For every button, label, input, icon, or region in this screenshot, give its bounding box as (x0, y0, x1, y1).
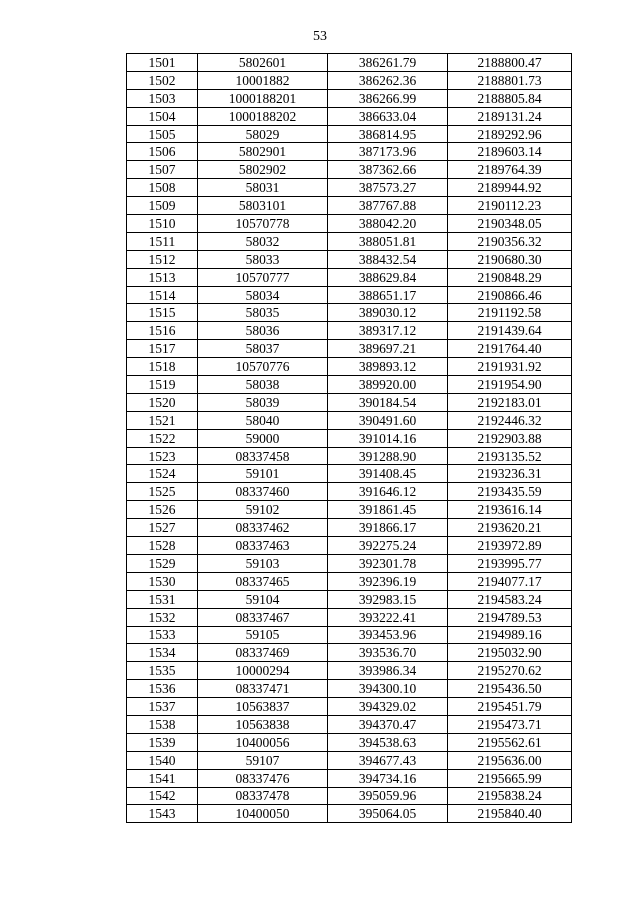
point-id-cell: 10400056 (198, 733, 328, 751)
point-id-cell: 58036 (198, 322, 328, 340)
row-number-cell: 1509 (127, 197, 198, 215)
row-number-cell: 1507 (127, 161, 198, 179)
point-id-cell: 08337465 (198, 572, 328, 590)
x-coordinate-cell: 389030.12 (328, 304, 448, 322)
row-number-cell: 1520 (127, 393, 198, 411)
table-row (127, 608, 572, 626)
x-coordinate-cell: 386266.99 (328, 89, 448, 107)
y-coordinate-cell: 2194077.17 (448, 572, 572, 590)
point-id-cell: 10001882 (198, 71, 328, 89)
x-coordinate-cell: 390184.54 (328, 393, 448, 411)
table-row (127, 286, 572, 304)
table-row (127, 680, 572, 698)
row-number-cell: 1511 (127, 232, 198, 250)
row-number-cell: 1519 (127, 376, 198, 394)
table-row (127, 769, 572, 787)
y-coordinate-cell: 2194583.24 (448, 590, 572, 608)
x-coordinate-cell: 395059.96 (328, 787, 448, 805)
row-number-cell: 1516 (127, 322, 198, 340)
x-coordinate-cell: 394677.43 (328, 751, 448, 769)
row-number-cell: 1527 (127, 519, 198, 537)
table-row (127, 554, 572, 572)
x-coordinate-cell: 394734.16 (328, 769, 448, 787)
y-coordinate-cell: 2195562.61 (448, 733, 572, 751)
point-id-cell: 08337469 (198, 644, 328, 662)
x-coordinate-cell: 388651.17 (328, 286, 448, 304)
x-coordinate-cell: 387173.96 (328, 143, 448, 161)
y-coordinate-cell: 2188801.73 (448, 71, 572, 89)
table-row (127, 411, 572, 429)
y-coordinate-cell: 2195840.40 (448, 805, 572, 823)
x-coordinate-cell: 388051.81 (328, 232, 448, 250)
table-row (127, 662, 572, 680)
row-number-cell: 1525 (127, 483, 198, 501)
point-id-cell: 1000188202 (198, 107, 328, 125)
x-coordinate-cell: 389697.21 (328, 340, 448, 358)
row-number-cell: 1506 (127, 143, 198, 161)
row-number-cell: 1531 (127, 590, 198, 608)
point-id-cell: 58040 (198, 411, 328, 429)
y-coordinate-cell: 2189292.96 (448, 125, 572, 143)
x-coordinate-cell: 393536.70 (328, 644, 448, 662)
point-id-cell: 08337467 (198, 608, 328, 626)
row-number-cell: 1524 (127, 465, 198, 483)
table-row (127, 215, 572, 233)
y-coordinate-cell: 2190356.32 (448, 232, 572, 250)
x-coordinate-cell: 392396.19 (328, 572, 448, 590)
point-id-cell: 58032 (198, 232, 328, 250)
point-id-cell: 59102 (198, 501, 328, 519)
table-row (127, 644, 572, 662)
y-coordinate-cell: 2195032.90 (448, 644, 572, 662)
x-coordinate-cell: 390491.60 (328, 411, 448, 429)
table-row (127, 537, 572, 555)
table-row (127, 304, 572, 322)
y-coordinate-cell: 2191954.90 (448, 376, 572, 394)
y-coordinate-cell: 2192183.01 (448, 393, 572, 411)
y-coordinate-cell: 2195473.71 (448, 715, 572, 733)
y-coordinate-cell: 2189764.39 (448, 161, 572, 179)
table-row (127, 429, 572, 447)
table-row (127, 626, 572, 644)
y-coordinate-cell: 2194989.16 (448, 626, 572, 644)
point-id-cell: 59104 (198, 590, 328, 608)
point-id-cell: 10570777 (198, 268, 328, 286)
x-coordinate-cell: 392275.24 (328, 537, 448, 555)
point-id-cell: 59105 (198, 626, 328, 644)
table-row (127, 161, 572, 179)
row-number-cell: 1528 (127, 537, 198, 555)
point-id-cell: 59103 (198, 554, 328, 572)
y-coordinate-cell: 2193995.77 (448, 554, 572, 572)
row-number-cell: 1529 (127, 554, 198, 572)
row-number-cell: 1504 (127, 107, 198, 125)
point-id-cell: 10563838 (198, 715, 328, 733)
y-coordinate-cell: 2195838.24 (448, 787, 572, 805)
y-coordinate-cell: 2193135.52 (448, 447, 572, 465)
x-coordinate-cell: 391861.45 (328, 501, 448, 519)
row-number-cell: 1512 (127, 250, 198, 268)
table-row (127, 447, 572, 465)
y-coordinate-cell: 2190680.30 (448, 250, 572, 268)
y-coordinate-cell: 2192903.88 (448, 429, 572, 447)
x-coordinate-cell: 394300.10 (328, 680, 448, 698)
table-row (127, 483, 572, 501)
x-coordinate-cell: 388432.54 (328, 250, 448, 268)
row-number-cell: 1518 (127, 358, 198, 376)
table-row (127, 179, 572, 197)
table-row (127, 250, 572, 268)
row-number-cell: 1536 (127, 680, 198, 698)
y-coordinate-cell: 2191931.92 (448, 358, 572, 376)
point-id-cell: 08337471 (198, 680, 328, 698)
y-coordinate-cell: 2193620.21 (448, 519, 572, 537)
y-coordinate-cell: 2194789.53 (448, 608, 572, 626)
point-id-cell: 5803101 (198, 197, 328, 215)
y-coordinate-cell: 2195270.62 (448, 662, 572, 680)
table-row (127, 71, 572, 89)
row-number-cell: 1540 (127, 751, 198, 769)
y-coordinate-cell: 2189944.92 (448, 179, 572, 197)
y-coordinate-cell: 2191192.58 (448, 304, 572, 322)
point-id-cell: 58035 (198, 304, 328, 322)
y-coordinate-cell: 2193435.59 (448, 483, 572, 501)
x-coordinate-cell: 386814.95 (328, 125, 448, 143)
table-row (127, 393, 572, 411)
row-number-cell: 1538 (127, 715, 198, 733)
table-row (127, 787, 572, 805)
y-coordinate-cell: 2193616.14 (448, 501, 572, 519)
y-coordinate-cell: 2195636.00 (448, 751, 572, 769)
y-coordinate-cell: 2193236.31 (448, 465, 572, 483)
row-number-cell: 1526 (127, 501, 198, 519)
row-number-cell: 1503 (127, 89, 198, 107)
point-id-cell: 5802902 (198, 161, 328, 179)
row-number-cell: 1542 (127, 787, 198, 805)
x-coordinate-cell: 393986.34 (328, 662, 448, 680)
table-row (127, 733, 572, 751)
point-id-cell: 08337460 (198, 483, 328, 501)
table-row (127, 125, 572, 143)
point-id-cell: 10000294 (198, 662, 328, 680)
table-row (127, 358, 572, 376)
row-number-cell: 1510 (127, 215, 198, 233)
point-id-cell: 5802901 (198, 143, 328, 161)
row-number-cell: 1501 (127, 54, 198, 72)
y-coordinate-cell: 2188805.84 (448, 89, 572, 107)
row-number-cell: 1505 (127, 125, 198, 143)
table-row (127, 376, 572, 394)
row-number-cell: 1530 (127, 572, 198, 590)
table-row (127, 501, 572, 519)
row-number-cell: 1543 (127, 805, 198, 823)
x-coordinate-cell: 388042.20 (328, 215, 448, 233)
table-row (127, 340, 572, 358)
table-row (127, 268, 572, 286)
x-coordinate-cell: 387362.66 (328, 161, 448, 179)
point-id-cell: 10400050 (198, 805, 328, 823)
point-id-cell: 1000188201 (198, 89, 328, 107)
x-coordinate-cell: 394370.47 (328, 715, 448, 733)
x-coordinate-cell: 386262.36 (328, 71, 448, 89)
point-id-cell: 10570776 (198, 358, 328, 376)
y-coordinate-cell: 2189603.14 (448, 143, 572, 161)
point-id-cell: 58031 (198, 179, 328, 197)
point-id-cell: 58037 (198, 340, 328, 358)
row-number-cell: 1537 (127, 698, 198, 716)
y-coordinate-cell: 2195665.99 (448, 769, 572, 787)
point-id-cell: 08337476 (198, 769, 328, 787)
x-coordinate-cell: 393453.96 (328, 626, 448, 644)
point-id-cell: 5802601 (198, 54, 328, 72)
x-coordinate-cell: 395064.05 (328, 805, 448, 823)
y-coordinate-cell: 2191439.64 (448, 322, 572, 340)
point-id-cell: 59000 (198, 429, 328, 447)
y-coordinate-cell: 2188800.47 (448, 54, 572, 72)
row-number-cell: 1522 (127, 429, 198, 447)
table-row (127, 519, 572, 537)
row-number-cell: 1535 (127, 662, 198, 680)
x-coordinate-cell: 394329.02 (328, 698, 448, 716)
x-coordinate-cell: 392983.15 (328, 590, 448, 608)
y-coordinate-cell: 2191764.40 (448, 340, 572, 358)
x-coordinate-cell: 387573.27 (328, 179, 448, 197)
row-number-cell: 1521 (127, 411, 198, 429)
point-id-cell: 58029 (198, 125, 328, 143)
table-row (127, 89, 572, 107)
table-row (127, 715, 572, 733)
point-id-cell: 59107 (198, 751, 328, 769)
table-row (127, 232, 572, 250)
point-id-cell: 59101 (198, 465, 328, 483)
y-coordinate-cell: 2195436.50 (448, 680, 572, 698)
row-number-cell: 1541 (127, 769, 198, 787)
page-number: 53 (313, 29, 327, 44)
table-row (127, 54, 572, 72)
row-number-cell: 1502 (127, 71, 198, 89)
table-row (127, 698, 572, 716)
point-id-cell: 58039 (198, 393, 328, 411)
y-coordinate-cell: 2192446.32 (448, 411, 572, 429)
point-id-cell: 08337458 (198, 447, 328, 465)
row-number-cell: 1532 (127, 608, 198, 626)
x-coordinate-cell: 386633.04 (328, 107, 448, 125)
y-coordinate-cell: 2190866.46 (448, 286, 572, 304)
row-number-cell: 1514 (127, 286, 198, 304)
x-coordinate-cell: 391646.12 (328, 483, 448, 501)
x-coordinate-cell: 388629.84 (328, 268, 448, 286)
x-coordinate-cell: 394538.63 (328, 733, 448, 751)
table-row (127, 322, 572, 340)
point-id-cell: 58034 (198, 286, 328, 304)
table-row (127, 572, 572, 590)
coordinates-table (126, 53, 572, 823)
table-body (127, 54, 572, 823)
table-row (127, 590, 572, 608)
y-coordinate-cell: 2195451.79 (448, 698, 572, 716)
point-id-cell: 58038 (198, 376, 328, 394)
x-coordinate-cell: 391866.17 (328, 519, 448, 537)
x-coordinate-cell: 389920.00 (328, 376, 448, 394)
point-id-cell: 58033 (198, 250, 328, 268)
point-id-cell: 08337463 (198, 537, 328, 555)
y-coordinate-cell: 2190112.23 (448, 197, 572, 215)
y-coordinate-cell: 2189131.24 (448, 107, 572, 125)
row-number-cell: 1539 (127, 733, 198, 751)
x-coordinate-cell: 392301.78 (328, 554, 448, 572)
y-coordinate-cell: 2190848.29 (448, 268, 572, 286)
row-number-cell: 1508 (127, 179, 198, 197)
table-row (127, 751, 572, 769)
x-coordinate-cell: 389317.12 (328, 322, 448, 340)
x-coordinate-cell: 387767.88 (328, 197, 448, 215)
x-coordinate-cell: 391288.90 (328, 447, 448, 465)
row-number-cell: 1513 (127, 268, 198, 286)
row-number-cell: 1533 (127, 626, 198, 644)
row-number-cell: 1534 (127, 644, 198, 662)
point-id-cell: 08337478 (198, 787, 328, 805)
point-id-cell: 10563837 (198, 698, 328, 716)
table-row (127, 107, 572, 125)
row-number-cell: 1517 (127, 340, 198, 358)
x-coordinate-cell: 389893.12 (328, 358, 448, 376)
y-coordinate-cell: 2193972.89 (448, 537, 572, 555)
x-coordinate-cell: 391014.16 (328, 429, 448, 447)
point-id-cell: 10570778 (198, 215, 328, 233)
x-coordinate-cell: 386261.79 (328, 54, 448, 72)
row-number-cell: 1515 (127, 304, 198, 322)
table-row (127, 805, 572, 823)
y-coordinate-cell: 2190348.05 (448, 215, 572, 233)
x-coordinate-cell: 391408.45 (328, 465, 448, 483)
row-number-cell: 1523 (127, 447, 198, 465)
point-id-cell: 08337462 (198, 519, 328, 537)
table-row (127, 197, 572, 215)
table-row (127, 143, 572, 161)
x-coordinate-cell: 393222.41 (328, 608, 448, 626)
table-row (127, 465, 572, 483)
